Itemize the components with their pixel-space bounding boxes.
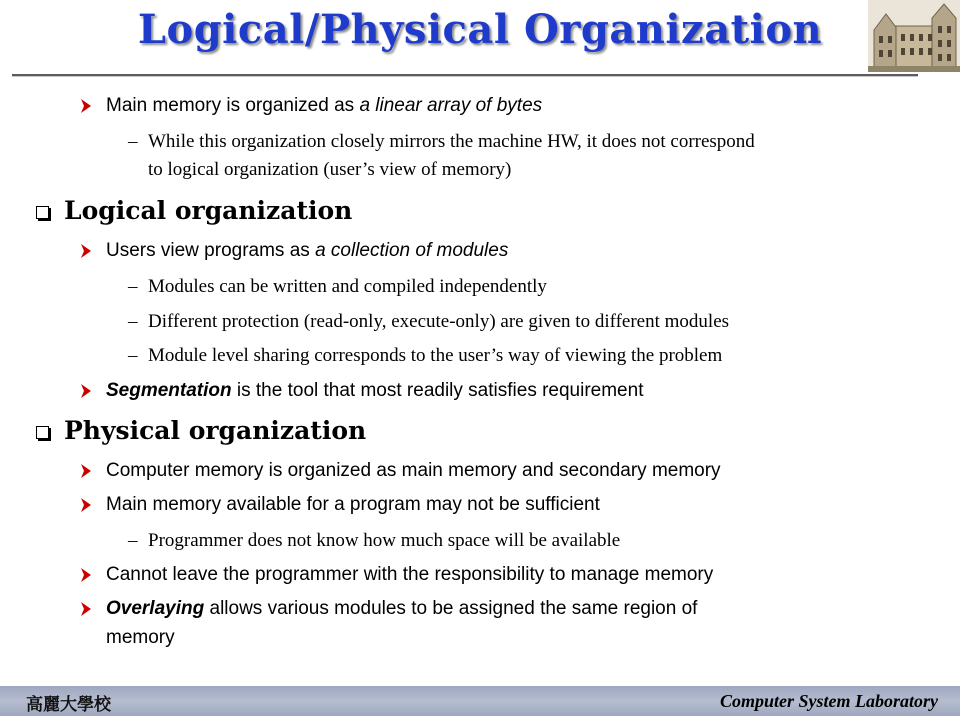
logical-sub-1: Modules can be written and compiled independently bbox=[148, 276, 547, 297]
title-divider bbox=[12, 74, 918, 76]
slide-title: Logical/Physical Organization bbox=[137, 6, 823, 53]
arrowhead-bullet-icon bbox=[80, 383, 92, 399]
intro-sub-line1: While this organization closely mirrors the machine HW, it does not correspond bbox=[148, 131, 755, 152]
intro-sub-line2: to logical organization (user’s view of memory) bbox=[148, 159, 512, 180]
logical-sub-2: Different protection (read-only, execute-only) are given to different modules bbox=[148, 311, 730, 332]
physical-bullet-3: Cannot leave the programmer with the responsibility to manage memory bbox=[106, 564, 714, 585]
university-building-icon bbox=[868, 0, 960, 72]
physical-bullet-4: Overlaying allows various modules to be assigned the same region of bbox=[106, 598, 698, 619]
lab-name: Computer System Laboratory bbox=[719, 691, 938, 711]
physical-sub-1: Programmer does not know how much space will be available bbox=[148, 530, 621, 551]
intro-bullet-text: Main memory is organized as a linear array of bytes bbox=[106, 95, 543, 116]
arrowhead-bullet-icon bbox=[80, 98, 92, 114]
physical-heading: Physical organization bbox=[64, 416, 367, 445]
university-name: 高麗大學校 bbox=[26, 695, 111, 715]
dash-bullet-icon: – bbox=[128, 530, 138, 551]
dash-bullet-icon: – bbox=[128, 276, 138, 297]
logical-heading: Logical organization bbox=[64, 196, 353, 225]
logical-bullet-1: Users view programs as a collection of modules bbox=[106, 240, 509, 261]
physical-bullet-1: Computer memory is organized as main memory and secondary memory bbox=[106, 460, 721, 481]
logical-sub-3: Module level sharing corresponds to the user’s way of viewing the problem bbox=[148, 345, 723, 366]
dash-bullet-icon: – bbox=[128, 311, 138, 332]
checkbox-bullet-icon bbox=[36, 206, 49, 219]
arrowhead-bullet-icon bbox=[80, 463, 92, 479]
dash-bullet-icon: – bbox=[128, 131, 138, 152]
footer-band bbox=[0, 686, 960, 716]
physical-bullet-4-cont: memory bbox=[106, 627, 175, 648]
arrowhead-bullet-icon bbox=[80, 601, 92, 617]
physical-bullet-2: Main memory available for a program may not be sufficient bbox=[106, 494, 600, 515]
checkbox-bullet-icon bbox=[36, 426, 49, 439]
arrowhead-bullet-icon bbox=[80, 567, 92, 583]
dash-bullet-icon: – bbox=[128, 345, 138, 366]
arrowhead-bullet-icon bbox=[80, 497, 92, 513]
logical-bullet-2: Segmentation is the tool that most readily satisfies requirement bbox=[106, 380, 644, 401]
arrowhead-bullet-icon bbox=[80, 243, 92, 259]
